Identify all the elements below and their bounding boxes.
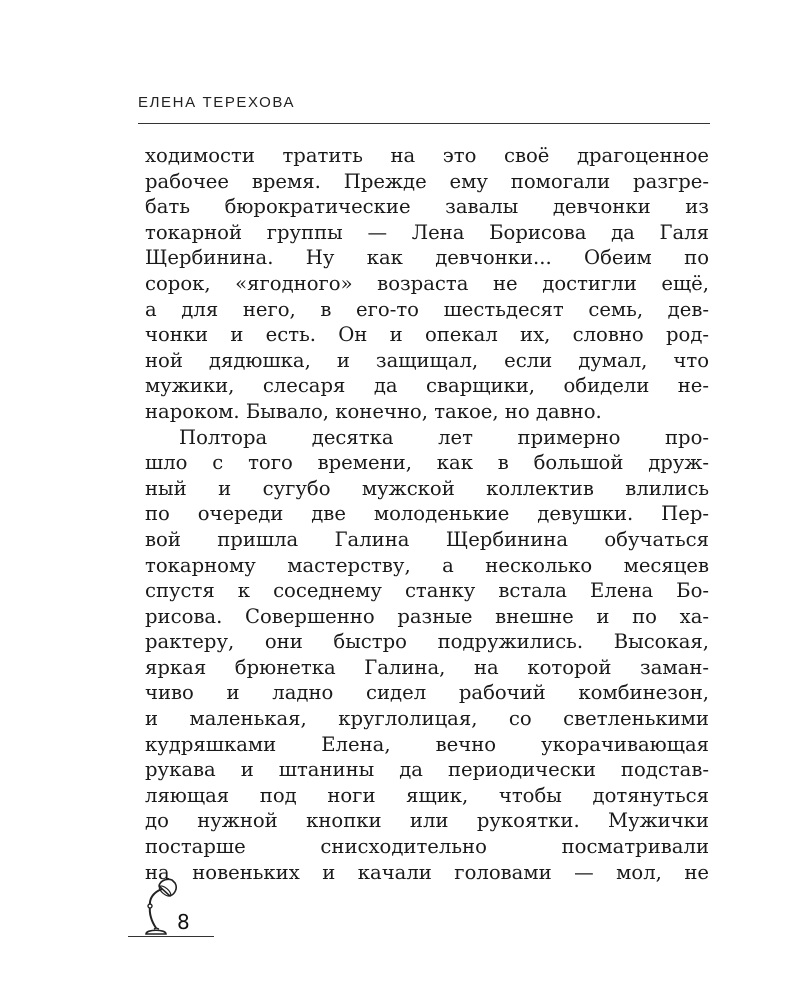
text-line: рактеру, они быстро подружились. Высокая, — [145, 630, 709, 654]
text-line: постарше снисходительно посматривали — [145, 835, 709, 859]
text-line: Полтора десятка лет примерно про- — [179, 425, 709, 449]
text-line: ляющая под ноги ящик, чтобы дотянуться — [145, 783, 709, 807]
text-line: токарному мастерству, а несколько месяцев — [145, 553, 709, 577]
paragraph-1 — [145, 143, 709, 425]
text-line: сорок, «ягодного» возраста не достигли ещё, — [145, 271, 709, 295]
text-line: вой пришла Галина Щербинина обучаться — [145, 527, 709, 551]
text-line: рабочее время. Прежде ему помогали разгре- — [145, 169, 709, 193]
text-line: шло с того времени, как в большой друж- — [145, 451, 709, 475]
text-line: чонки и есть. Он и опекал их, словно род- — [145, 323, 709, 347]
text-line: ный и сугубо мужской коллектив влились — [145, 476, 709, 500]
text-line: ходимости тратить на это своё драгоценное — [145, 144, 709, 167]
text-line: ной дядюшка, и защищал, если думал, что — [145, 348, 709, 372]
text-line: а для него, в его-то шестьдесят семь, дев- — [145, 297, 709, 321]
folio-rule — [128, 936, 214, 937]
text-line: рисова. Совершенно разные внешне и по ха- — [145, 604, 709, 628]
text-line: до нужной кнопки или рукоятки. Мужички — [145, 809, 709, 833]
folio — [128, 872, 218, 940]
page-number: 8 — [177, 910, 190, 934]
text-line: токарной группы — Лена Борисова да Галя — [145, 220, 709, 244]
text-line: по очереди две молоденькие девушки. Пер- — [145, 502, 709, 526]
paragraph-2 — [145, 425, 709, 886]
text-line: и маленькая, круглолицая, со светленькими — [145, 707, 709, 731]
header-rule — [138, 123, 710, 124]
body-text — [145, 143, 709, 885]
running-head: ЕЛЕНА ТЕРЕХОВА — [138, 94, 296, 111]
text-line: на новеньких и качали головами — мол, не — [145, 860, 709, 884]
text-line: мужики, слесаря да сварщики, обидели не- — [145, 374, 709, 398]
text-line: яркая брюнетка Галина, на которой заман- — [145, 655, 709, 679]
text-line: чиво и ладно сидел рабочий комбинезон, — [145, 681, 709, 705]
text-line: рукава и штанины да периодически подстав- — [145, 758, 709, 782]
text-line: Щербинина. Ну как девчонки... Обеим по — [145, 246, 709, 270]
text-line: бать бюрократические завалы девчонки из — [145, 195, 709, 219]
text-line: кудряшками Елена, вечно укорачивающая — [145, 732, 709, 756]
text-line: нароком. Бывало, конечно, такое, но давно. — [145, 399, 602, 423]
text-line: спустя к соседнему станку встала Елена Бо- — [145, 579, 709, 603]
